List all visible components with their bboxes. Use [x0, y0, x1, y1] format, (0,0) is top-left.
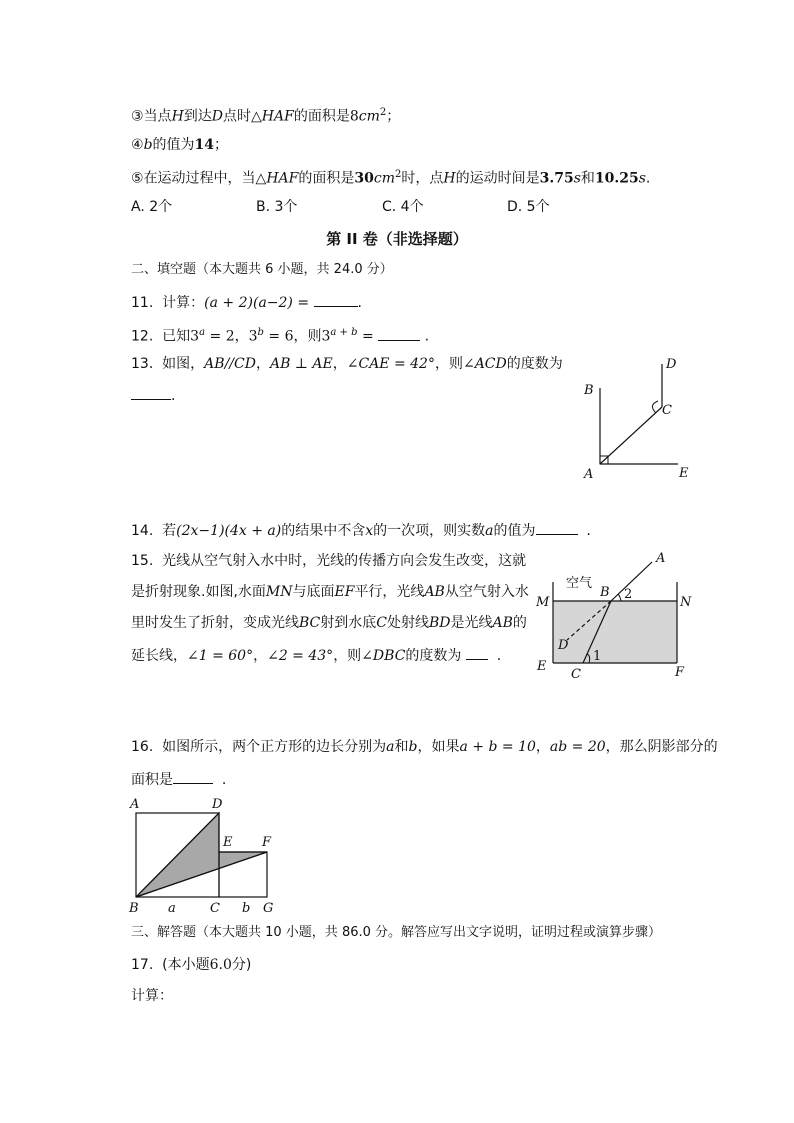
label-angle-2: 2 — [624, 587, 633, 602]
water-region — [553, 601, 677, 663]
label-angle-1: 1 — [593, 649, 602, 664]
choice-d: D. 5个 — [507, 199, 550, 215]
label-d: D — [558, 638, 569, 653]
part3-header: 三、解答题（本大题共 10 小题，共 86.0 分。解答应写出文字说明，证明过程或演算步骤） — [131, 925, 662, 940]
question-12: 12. 已知$3^a = 2$，$3^b = 6$，则$3^{a + b}$ = . — [131, 327, 430, 345]
question-15-line-2: 是折射现象.如图,水面MN与底面EF平行，光线AB从空气射入水 — [131, 584, 529, 600]
answer-blank[interactable] — [378, 326, 420, 341]
question-13: 13. 如图，AB//CD，AB ⊥ AE，∠CAE = 42°，则∠ACD的度数为 — [131, 356, 563, 372]
answer-blank[interactable] — [131, 385, 171, 400]
label-d: D — [212, 797, 223, 812]
label-g: G — [263, 901, 274, 916]
label-c: C — [210, 901, 220, 916]
label-c: C — [662, 403, 672, 418]
section-title: 第 II 卷（非选择题） — [326, 230, 468, 248]
label-c: C — [571, 667, 581, 682]
label-n: N — [680, 595, 692, 610]
question-17-prompt: 计算： — [131, 988, 173, 1004]
label-a-side: a — [168, 901, 176, 916]
shaded-region — [136, 813, 267, 897]
label-air: 空气 — [566, 576, 593, 591]
option-line-4: ④b的值为14； — [131, 137, 229, 153]
figure-13 — [578, 352, 708, 482]
line-ac — [600, 407, 662, 464]
question-17: 17. (本小题6.0分) — [131, 957, 252, 973]
label-e: E — [223, 835, 233, 850]
part2-header: 二、填空题（本大题共 6 小题，共 24.0 分） — [131, 262, 393, 277]
label-a: A — [584, 467, 594, 482]
label-e: E — [537, 659, 547, 674]
answer-blank[interactable] — [536, 520, 578, 535]
answer-blank[interactable] — [466, 645, 488, 660]
label-b-side: b — [242, 901, 251, 916]
label-d: D — [666, 357, 677, 372]
label-f: F — [262, 835, 272, 850]
choice-c: C. 4个 — [382, 199, 424, 215]
angle-2-arc — [618, 594, 621, 601]
choice-b: B. 3个 — [256, 199, 298, 215]
label-b: B — [129, 901, 139, 916]
question-14: 14. 若(2x−1)(4x + a)的结果中不含x的一次项，则实数a的值为 . — [131, 520, 591, 540]
label-b: B — [584, 383, 594, 398]
question-13-blank-line: . — [131, 385, 175, 405]
question-15-line-1: 15. 光线从空气射入水中时，光线的传播方向会发生改变，这就 — [131, 553, 527, 569]
answer-blank[interactable] — [314, 292, 358, 307]
option-line-3: ③当点H到达D点时△HAF的面积是$8cm^2$； — [131, 107, 401, 125]
question-15-line-3: 里时发生了折射，变成光线BC射到水底C处射线BD是光线AB的 — [131, 615, 527, 631]
question-11: 11. 计算：(a + 2)(a−2) = . — [131, 292, 362, 312]
label-m: M — [536, 595, 550, 610]
question-15-line-4: 延长线，∠1 = 60°，∠2 = 43°，则∠DBC的度数为 . — [131, 645, 501, 665]
figure-16 — [126, 794, 296, 919]
choice-a: A. 2个 — [131, 199, 173, 215]
label-b: B — [600, 585, 610, 600]
option-line-5: ⑤在运动过程中，当△HAF的面积是$30cm^2$时，点H的运动时间是3.75s和10.25s. — [131, 169, 651, 187]
label-a: A — [656, 551, 666, 566]
label-e: E — [679, 466, 689, 481]
question-16-line-1: 16. 如图所示，两个正方形的边长分别为a和b，如果a + b = 10，ab = 20，那么阴影部分的 — [131, 739, 718, 755]
figure-15 — [534, 552, 704, 687]
question-16-line-2: 面积是 . — [131, 769, 226, 789]
label-f: F — [675, 665, 685, 680]
label-a: A — [130, 797, 140, 812]
answer-blank[interactable] — [173, 769, 213, 784]
